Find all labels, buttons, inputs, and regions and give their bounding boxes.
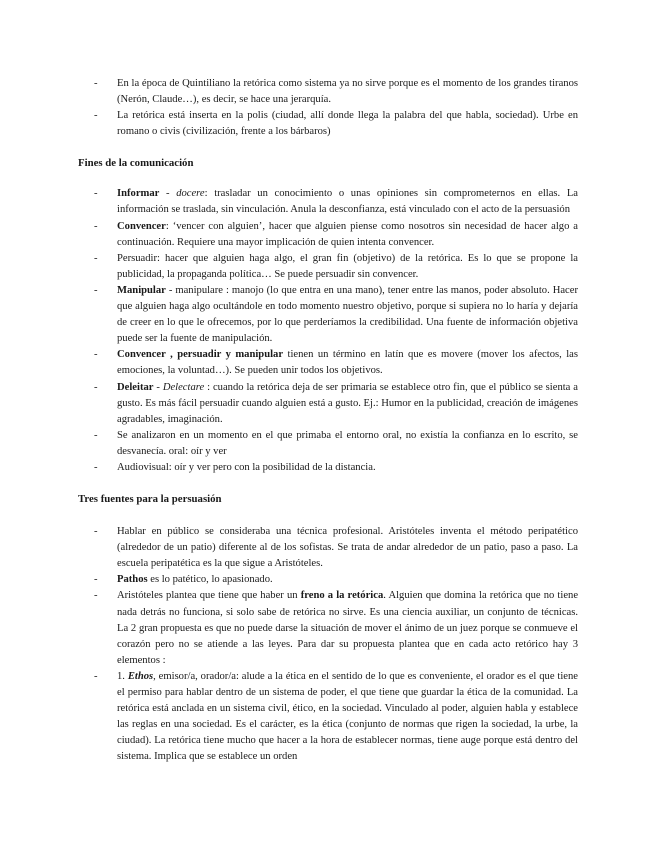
dash-bullet: - — [94, 284, 98, 296]
dash-bullet: - — [94, 461, 98, 473]
dash-bullet: - — [94, 220, 98, 232]
section-list — [78, 186, 578, 476]
list-item: - Deleitar - Delectare : cuando la retórica deja de ser primaria se establece otro fin, que el público se sienta a gusto. Es más fácil persuadir cuando alguien está a gusto. Ej.: Humor en la publicidad, creación de imágenes agradables, imaginación. — [94, 381, 578, 425]
list-item: - Convencer: ‘vencer con alguien’, hacer que alguien piense como nosotros sin necesidad de hacer algo a continuación. Requiere una mayor implicación de quien intenta convencer. — [94, 220, 578, 248]
list-item: - 1. Ethos, emisor/a, orador/a: alude a la ética en el sentido de lo que es conveniente, el orador es el que tiene el permiso para hablar dentro de un sistema de poder, el que tiene que guardar la ética de la comunidad. La retórica está anclada en un sistema civil, ético, en la sociedad. Vinculado al poder, alguien habla y establece las reglas en una sociedad. Es el carácter, es la ética (conjunto de normas que rigen la sociedad, la urbe, la ciudad). La retórica tiene mucho que hacer a la hora de establecer normas, tiene auge porque está dentro del sistema. Implica que se establece un orden — [94, 670, 579, 763]
dash-bullet: - — [94, 78, 98, 89]
dash-bullet: - — [94, 381, 98, 393]
dash-bullet: - — [94, 574, 98, 586]
list-item: - Se analizaron en un momento en el que primaba el entorno oral, no existía la confianza en lo escrito, se desvanecía. oral: oír y ver — [94, 429, 578, 457]
list-item: - Persuadir: hacer que alguien haga algo, el gran fin (objetivo) de la retórica. Es lo que se propone la publicidad, la propaganda política… Se puede persuadir sin convencer. — [94, 252, 578, 280]
dash-bullet: - — [94, 188, 98, 200]
list-item: - En la época de Quintiliano la retórica como sistema ya no sirve porque es el momento de los grandes tiranos (Nerón, Claude…), es decir, se hace una jerarquía. — [94, 78, 578, 106]
dash-bullet: - — [94, 429, 98, 441]
list-item: - Informar - docere: trasladar un conocimiento o unas opiniones sin comprometernos en ellas. La información se traslada, sin vinculación. Anula la desconfianza, está vinculado con el acto de la persuasión — [94, 188, 579, 216]
list-item: - Manipular - manipulare : manojo (lo que entra en una mano), tener entre las manos, poder absoluto. Hacer que alguien haga algo ocultándole en todo momento nuestro objetivo, porque si supiera no lo haría y dejaría de creer en lo que le ofrecemos, por lo que perderíamos la credibilidad. Una fuente de información objetiva puede ser la fuente de manipulación. — [94, 284, 578, 345]
document-body — [78, 76, 578, 765]
list-item: - Audiovisual: oír y ver pero con la posibilidad de la distancia. — [78, 460, 578, 476]
list-item: - Convencer , persuadir y manipular tienen un término en latín que es movere (mover los afectos, las emociones, la voluntad…). Se pueden unir todos los objetivos. — [94, 349, 578, 377]
dash-bullet: - — [94, 670, 98, 682]
dash-bullet: - — [94, 590, 98, 602]
list-item: - Hablar en público se consideraba una técnica profesional. Aristóteles inventa el método peripatético (alrededor de un patio) diferente al de los sofistas. Se trata de andar alrededor de un patio, paso a paso. La escuela peripatética es la que sigue a Aristóteles. — [94, 526, 578, 570]
list-item: - Pathos es lo patético, lo apasionado. — [78, 572, 578, 588]
dash-bullet: - — [94, 526, 98, 538]
section-list — [78, 524, 578, 765]
dash-bullet: - — [94, 349, 98, 361]
dash-bullet: - — [94, 252, 98, 264]
section-heading: Fines de la comunicación — [78, 157, 194, 170]
intro-list — [78, 76, 578, 140]
list-item: - Aristóteles plantea que tiene que haber un freno a la retórica. Alguien que domina la retórica que no tiene nada detrás no funciona, si solo sabe de retórica no sirve. Es una ciencia auxiliar, un conjunto de técnicas. La 2 gran propuesta es que no puede darse la situación de mover el ánimo de un juez porque se conmueve el corazón pero no se atiende a las leyes. Para dar su propuesta plantea que en cada acto retórico hay 3 elementos : — [94, 590, 579, 666]
list-item: - La retórica está inserta en la polis (ciudad, allí donde llega la palabra del que habla, sociedad). Urbe en romano o civis (civilización, frente a los bárbaros) — [94, 110, 578, 138]
dash-bullet: - — [94, 110, 98, 122]
section-heading: Tres fuentes para la persuasión — [78, 493, 222, 506]
